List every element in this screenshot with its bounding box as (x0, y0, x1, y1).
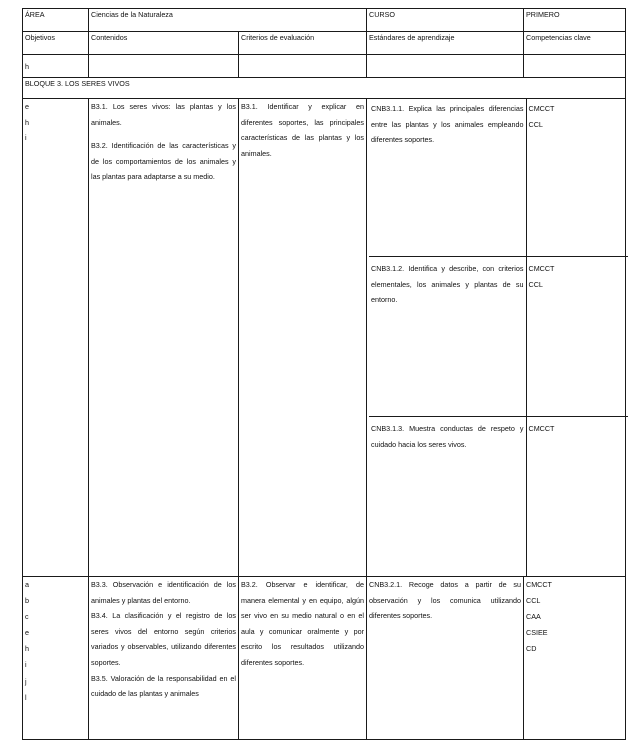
competencias-cell (524, 577, 626, 740)
competencia-item: CAA (526, 612, 541, 622)
contenido-item: B3.5. Valoración de la responsabilidad en el cuidado de las plantas y animales (91, 673, 236, 699)
col-objetivos: Objetivos (23, 32, 89, 55)
competencia-item: CMCCT (526, 580, 552, 589)
area-value: Ciencias de la Naturaleza (89, 9, 367, 32)
criterio-text: B3.2. Observar e identificar, de manera elemental y en equipo, algún ser vivo en su medio natural o en el aula y comunicar oralmente y por escrito los resultados utilizando diferentes soportes. (241, 580, 364, 667)
criterio-cell (239, 577, 367, 740)
objective-item: l (25, 692, 27, 702)
objective-item: c (25, 612, 29, 622)
competencia-item: CCL (526, 596, 541, 606)
curso-label: CURSO (367, 9, 524, 32)
objective-item: i (25, 660, 27, 670)
competencia-item: CMCCT (528, 264, 555, 273)
estandar-text: CNB3.1.2. Identifica y describe, con criterios elementales, los animales y plantas de su entorno. (371, 264, 524, 305)
estandar-text: CNB3.2.1. Recoge datos a partir de su observación y los comunica utilizando diferentes soportes. (369, 580, 521, 621)
curso-value: PRIMERO (524, 9, 626, 32)
contenido-item: B3.3. Observación e identificación de los animales y plantas del entorno. (91, 580, 236, 605)
bloque-row (23, 78, 626, 99)
col-estandares: Estándares de aprendizaje (367, 32, 524, 55)
contenidos-cell (89, 99, 239, 577)
contenido-item: B3.2. Identificación de las características y de los comportamientos de los animales y las plantas para adaptarse a su medio. (91, 141, 236, 182)
area-label: ÁREA (23, 9, 89, 32)
objective-item: b (25, 596, 29, 606)
estandar-row (369, 99, 628, 257)
estandar-text: CNB3.1.3. Muestra conductas de respeto y cuidado hacia los seres vivos. (371, 424, 524, 449)
estandares-cell (367, 99, 626, 577)
objective-item: e (25, 102, 29, 111)
col-contenidos: Contenidos (89, 32, 239, 55)
objective-item: e (25, 628, 29, 638)
competencia-item: CMCCT (528, 424, 555, 433)
criterio-cell (239, 99, 367, 577)
competencia-item: CCL (528, 279, 543, 289)
section-row (23, 577, 626, 740)
objective-h-row (23, 55, 626, 78)
estandar-row (369, 257, 628, 417)
objective-item: i (25, 133, 27, 143)
competencia-item: CD (526, 644, 537, 654)
contenido-item: B3.1. Los seres vivos: las plantas y los animales. (91, 102, 236, 127)
objective-h: h (23, 55, 89, 78)
competencia-item: CMCCT (528, 104, 555, 113)
competencia-item: CCL (528, 119, 543, 129)
header-row-area (23, 9, 626, 32)
col-competencias: Competencias clave (524, 32, 626, 55)
objective-item: h (25, 117, 29, 127)
section-row (23, 99, 626, 577)
estandar-cell (367, 577, 524, 740)
header-row-columns (23, 32, 626, 55)
estandar-text: CNB3.1.1. Explica las principales diferencias entre las plantas y los animales empleando diferentes soportes. (371, 104, 524, 145)
competencia-item: CSIEE (526, 628, 548, 638)
objetivos-cell (23, 99, 89, 577)
curriculum-table (22, 8, 626, 740)
objective-item: a (25, 580, 29, 589)
bloque-title: BLOQUE 3. LOS SERES VIVOS (23, 78, 626, 99)
objective-item: j (25, 676, 27, 686)
objetivos-cell (23, 577, 89, 740)
col-criterios: Criterios de evaluación (239, 32, 367, 55)
contenido-item: B3.4. La clasificación y el registro de los seres vivos del entorno según criterios variados y observables, utilizando diferentes soportes. (91, 611, 236, 667)
objective-item: h (25, 644, 29, 654)
criterio-text: B3.1. Identificar y explicar en diferentes soportes, las principales características de las plantas y los animales. (241, 102, 364, 158)
contenidos-cell (89, 577, 239, 740)
estandar-row (369, 417, 628, 577)
